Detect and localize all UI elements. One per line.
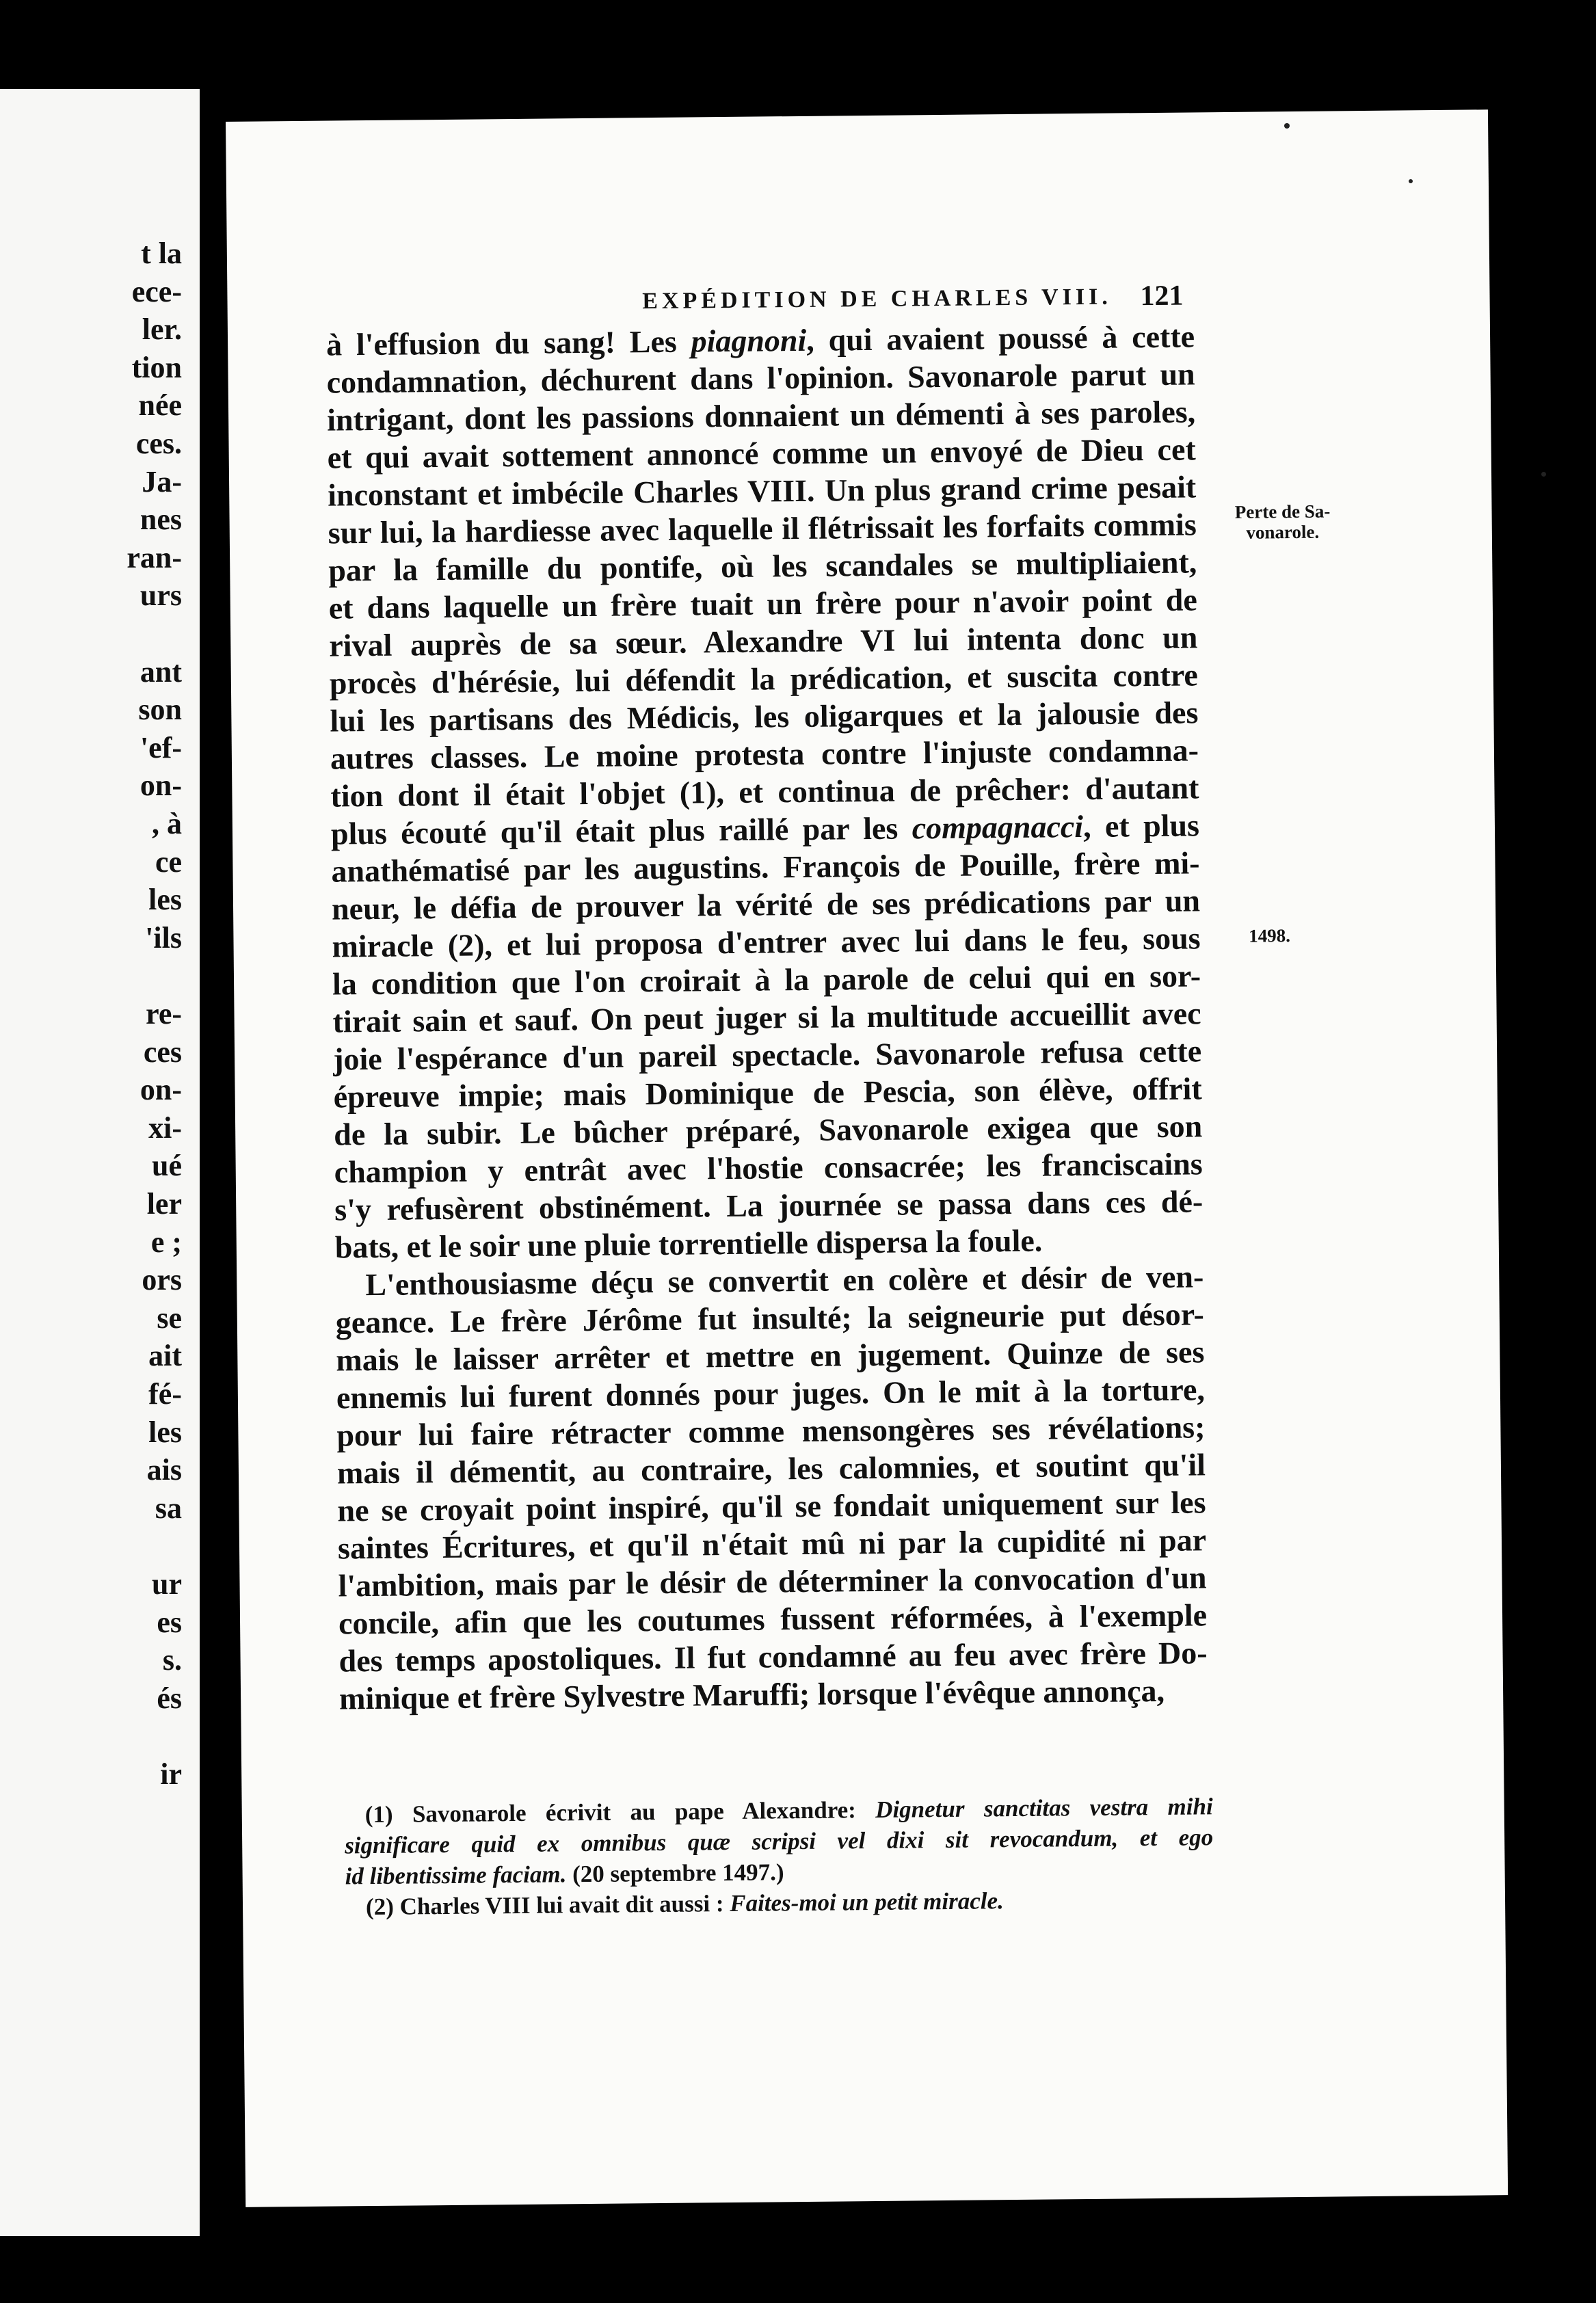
previous-page-line-fragment: son [138,693,182,727]
text-run: autres classes. Le moine protesta contre l'injuste condamna- [330,732,1199,776]
previous-page-line-fragment: 'ef- [139,730,182,764]
previous-page-line-fragment: ces. [135,427,182,460]
previous-page-fragment [0,89,200,2236]
text-run: mais il démentit, au contraire, les calomnies, et soutint qu'il [336,1447,1206,1491]
margin-note-line: Perte de Sa- [1234,501,1331,522]
text-run: condamnation, déchurent dans l'opinion. Savonarole parut un [326,356,1195,400]
italic-text: compagnacci [912,809,1084,846]
previous-page-line-fragment: on- [139,1073,182,1107]
previous-page-line-fragment: Ja- [142,464,182,498]
footnotes [345,1791,1214,1922]
previous-page-line-fragment: re- [146,997,182,1030]
body-text [326,317,1208,1717]
text-run: et dans laquelle un frère tuait un frère pour n'avoir point de [328,582,1198,626]
text-run: tion dont il était l'objet (1), et continua de prêcher: d'autant [330,770,1199,814]
text-run: tirait sain et sauf. On peut juger si la multitude accueillit avec [332,996,1201,1039]
text-run: ennemis lui furent donnés pour juges. On le mit à la torture, [336,1372,1206,1415]
previous-page-line-fragment: ir [160,1757,182,1791]
text-run: s'y refusèrent obstinément. La journée se passa dans ces dé- [334,1184,1203,1227]
previous-page-line-fragment: ces [143,1035,182,1069]
text-run: plus écouté qu'il était plus raillé par les [330,810,912,851]
previous-page-line-fragment: tion [131,350,182,384]
text-run: l'ambition, mais par le désir de déterminer la convocation d'un [338,1560,1207,1603]
book-page [226,109,1508,2207]
text-run: procès d'hérésie, lui défendit la prédication, et suscita contre [329,657,1199,701]
italic-text: Faites-moi un petit miracle. [730,1887,1004,1917]
margin-note-year: 1498. [1248,925,1291,946]
text-run: bats, et le soir une pluie torrentielle dispersa la foule. [334,1223,1043,1265]
previous-page-line-fragment: se [157,1301,182,1335]
previous-page-line-fragment: 'ils [145,920,182,955]
previous-page-line-fragment: née [138,388,182,423]
text-run: champion y entrât avec l'hostie consacrée; les franciscains [334,1146,1203,1190]
previous-page-line-fragment: ant [139,654,182,689]
previous-page-line-fragment: es [157,1605,182,1639]
text-run: des temps apostoliques. Il fut condamné au feu avec frère Do- [338,1635,1208,1679]
previous-page-line-fragment: sa [155,1491,182,1525]
text-run: saintes Écritures, et qu'il n'était mû ni par la cupidité ni par [337,1522,1207,1566]
previous-page-line-fragment: e ; [150,1225,182,1259]
body-line [339,1671,1208,1717]
text-run: anathématisé par les augustins. François de Pouille, frère mi- [331,845,1200,889]
text-run: (2) Charles VIII lui avait dit aussi : [365,1890,730,1921]
previous-page-line-fragment: ran- [127,540,182,574]
text-run: inconstant et imbécile Charles VIII. Un plus grand crime pesait [328,469,1197,513]
text-run: concile, afin que les coutumes fussent réformées, à l'exemple [338,1597,1208,1641]
previous-page-line-fragment: les [148,883,182,917]
text-run: L'enthousiasme déçu se convertit en colère et désir de ven- [365,1259,1204,1303]
text-run: la condition que l'on croirait à la parole de celui qui en sor- [332,958,1201,1002]
text-run: pour lui faire rétracter comme mensongères ses révélations; [336,1409,1206,1453]
text-run: par la famille du pontife, où les scandales se multipliaient, [328,544,1197,588]
margin-note-line: vonarole. [1246,521,1320,543]
text-run: rival auprès de sa sœur. Alexandre VI lui intenta donc un [329,620,1198,663]
scan-speck [1409,179,1413,183]
previous-page-line-fragment: t la [141,237,182,270]
text-run: et qui avait sottement annoncé comme un envoyé de Dieu cet [327,431,1196,475]
text-run: ne se croyait point inspiré, qu'il se fondait uniquement sur les [337,1485,1206,1528]
previous-page-line-fragment: és [157,1681,182,1715]
italic-text: significare quid ex omnibus quæ scripsi vel dixi sit revocandum, et ego [345,1824,1214,1859]
text-run: , qui avaient poussé à cette [806,319,1195,358]
text-run: (20 septembre 1497.) [566,1859,784,1888]
previous-page-line-fragment: ors [142,1263,182,1297]
scan-speck [1541,472,1546,477]
running-title: EXPÉDITION DE CHARLES VIII. [642,284,1112,315]
previous-page-line-fragment: ais [146,1453,182,1487]
text-run: (1) Savonarole écrivit au pape Alexandre: [364,1796,876,1828]
previous-page-line-fragment: les [148,1415,182,1449]
text-run: épreuve impie; mais Dominique de Pescia, son élève, offrit [333,1071,1202,1115]
text-run: sur lui, la hardiesse avec laquelle il flétrissait les forfaits commis [328,507,1197,550]
text-run: mais le laisser arrêter et mettre en jugement. Quinze de ses [336,1334,1205,1378]
previous-page-line-fragment: on- [139,769,182,803]
text-run: neur, le défia de prouver la vérité de ses prédications par un [331,883,1201,927]
margin-note-perte-de-savonarole [1217,501,1348,543]
previous-page-line-fragment: urs [139,578,182,613]
previous-page-line-fragment: ler. [142,312,182,347]
previous-page-line-fragment: ece- [131,274,182,308]
text-run: à l'effusion du sang! Les [325,323,691,362]
italic-text: Dignetur sanctitas vestra mihi [875,1793,1213,1823]
previous-page-line-fragment: xi- [148,1110,182,1145]
text-run: joie l'espérance d'un pareil spectacle. Savonarole refusa cette [332,1033,1202,1077]
text-run: minique et frère Sylvestre Maruffi; lorsque l'évêque annonça, [338,1673,1165,1716]
text-run: lui les partisans des Médicis, les oligarques et la jalousie des [330,695,1199,738]
italic-text: id libentissime faciam. [345,1861,567,1890]
text-run: geance. Le frère Jérôme fut insulté; la seigneurie put désor- [335,1296,1205,1340]
previous-page-line-fragment: ait [148,1339,182,1373]
page-number: 121 [1140,280,1184,312]
text-run: miracle (2), et lui proposa d'entrer avec lui dans le feu, sous [332,920,1201,964]
previous-page-line-fragment: ce [155,844,182,879]
previous-page-line-fragment: ué [152,1149,182,1183]
previous-page-line-fragment: nes [139,503,182,537]
italic-text: piagnoni [691,322,807,359]
text-run: de la subir. Le bûcher préparé, Savonarole exigea que son [333,1108,1203,1152]
text-run: , et plus [1082,808,1200,844]
previous-page-line-fragment: s. [162,1643,182,1677]
previous-page-line-fragment: fé- [148,1377,182,1411]
previous-page-line-fragment: ler [146,1187,182,1221]
scan-speck [1284,123,1290,129]
previous-page-line-fragment: ur [152,1567,182,1601]
previous-page-line-fragment: , à [152,807,182,840]
text-run: intrigant, dont les passions donnaient un démenti à ses paroles, [326,394,1196,438]
